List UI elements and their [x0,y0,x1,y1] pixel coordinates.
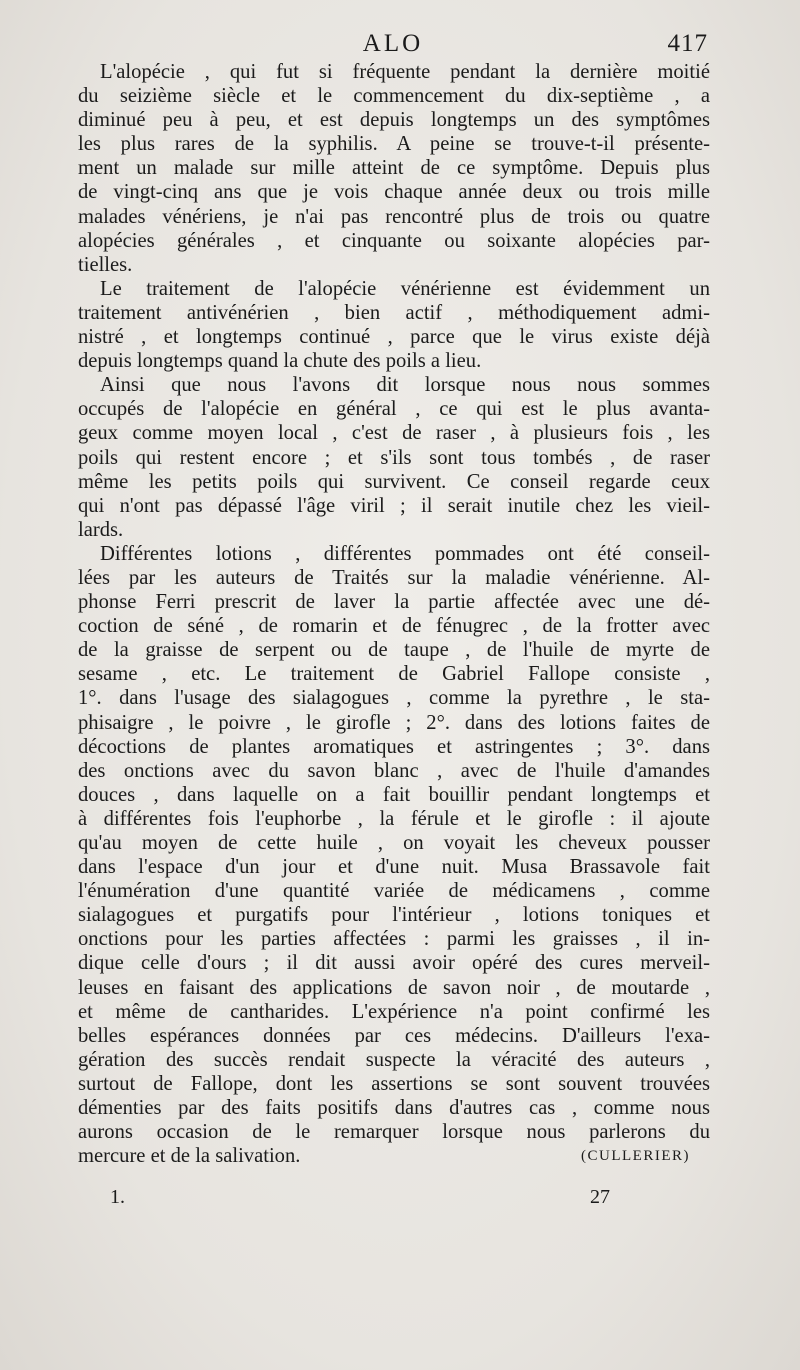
text-line: tielles. [78,253,133,276]
text-line: à différentes fois l'euphorbe , la férule et le girofle : il ajoute [78,807,710,830]
body-text [78,60,710,1168]
text-line: qu'au moyen de cette huile , on voyait les cheveux pousser [78,832,710,854]
text-line: diminué peu à peu, et est depuis longtemps un des symptômes [78,109,710,132]
text-line: occupés de l'alopécie en général , ce qui est le plus avanta- [78,398,710,421]
text-line: qui n'ont pas dépassé l'âge viril ; il serait inutile chez les vieil- [78,494,710,517]
text-line: gération des succès rendait suspecte la véracité des auteurs , [78,1048,710,1071]
text-line: même les petits poils qui survivent. Ce conseil regarde ceux [78,470,710,493]
text-line: les plus rares de la syphilis. A peine se trouve-t-il présente- [78,133,710,156]
text-line: lées par les auteurs de Traités sur la maladie vénérienne. Al- [78,566,710,589]
text-line: dans l'espace d'un jour et d'une nuit. Musa Brassavole fait [78,856,710,879]
text-line-content: mercure et de la salivation. [78,1145,301,1168]
running-head: ALO [362,30,424,57]
paragraph [78,277,710,373]
text-line: lards. [78,518,124,541]
text-line: Le traitement de l'alopécie vénérienne est évidemment un [100,277,710,300]
text-line: L'alopécie , qui fut si fréquente pendant la dernière moitié [100,61,710,83]
text-line: douces , dans laquelle on a fait bouillir pendant longtemps et [78,783,710,806]
text-line: Différentes lotions , différentes pommades ont été conseil- [100,542,710,565]
text-line: phonse Ferri prescrit de laver la partie affectée avec une dé- [78,591,710,614]
text-line: et même de cantharides. L'expérience n'a point confirmé les [78,1000,710,1023]
volume-mark: 1. [110,1186,125,1208]
paragraph [78,60,710,277]
text-line [78,1144,710,1168]
paragraph [78,542,710,1168]
text-line: de la graisse de serpent ou de taupe , de l'huile de myrte de [78,639,710,662]
text-line: alopécies générales , et cinquante ou soixante alopécies par- [78,229,710,252]
text-line: sesame , etc. Le traitement de Gabriel Fallope consiste , [78,663,710,686]
text-line: ment un malade sur mille atteint de ce symptôme. Depuis plus [78,157,710,180]
text-line: leuses en faisant des applications de savon noir , de moutarde , [78,976,710,999]
paragraph [78,373,710,542]
text-line: onctions pour les parties affectées : parmi les graisses , il in- [78,928,710,951]
text-line: poils qui restent encore ; et s'ils sont tous tombés , de raser [78,446,710,469]
text-line: sialagogues et purgatifs pour l'intérieur , lotions toniques et [78,904,710,927]
text-line: nistré , et longtemps continué , parce que le virus existe déjà [78,326,710,349]
text-line: des onctions avec du savon blanc , avec de l'huile d'amandes [78,759,710,782]
text-line: de vingt-cinq ans que je vois chaque année deux ou trois mille [78,181,710,204]
text-line: belles espérances données par ces médecins. D'ailleurs l'exa- [78,1024,710,1047]
text-line: surtout de Fallope, dont les assertions se sont souvent trouvées [78,1072,710,1095]
text-line: dique celle d'ours ; il dit aussi avoir opéré des cures merveil- [78,952,710,975]
text-line: du seizième siècle et le commencement du dix-septième , a [78,85,710,108]
page-header [78,30,708,62]
author-signature: (CULLERIER) [581,1148,690,1165]
text-line: depuis longtemps quand la chute des poils a lieu. [78,350,482,373]
signature-mark: 27 [590,1186,610,1208]
page-number: 417 [667,30,708,57]
page-footer [110,1186,640,1216]
text-line: phisaigre , le poivre , le girofle ; 2°. dans des lotions faites de [78,711,710,734]
text-line: 1°. dans l'usage des sialagogues , comme la pyrethre , le sta- [78,687,710,710]
text-line: aurons occasion de le remarquer lorsque nous parlerons du [78,1121,710,1144]
text-line: malades vénériens, je n'ai pas rencontré plus de trois ou quatre [78,205,710,228]
text-line: geux comme moyen local , c'est de raser , à plusieurs fois , les [78,422,710,445]
text-line: démenties par des faits positifs dans d'autres cas , comme nous [78,1097,710,1120]
text-line: traitement antivénérien , bien actif , méthodiquement admi- [78,301,710,324]
text-line: décoctions de plantes aromatiques et astringentes ; 3°. dans [78,735,710,758]
text-line: Ainsi que nous l'avons dit lorsque nous nous sommes [100,374,710,397]
text-line: l'énumération d'une quantité variée de médicamens , comme [78,880,710,903]
text-line: coction de séné , de romarin et de fénugrec , de la frotter avec [78,615,710,638]
